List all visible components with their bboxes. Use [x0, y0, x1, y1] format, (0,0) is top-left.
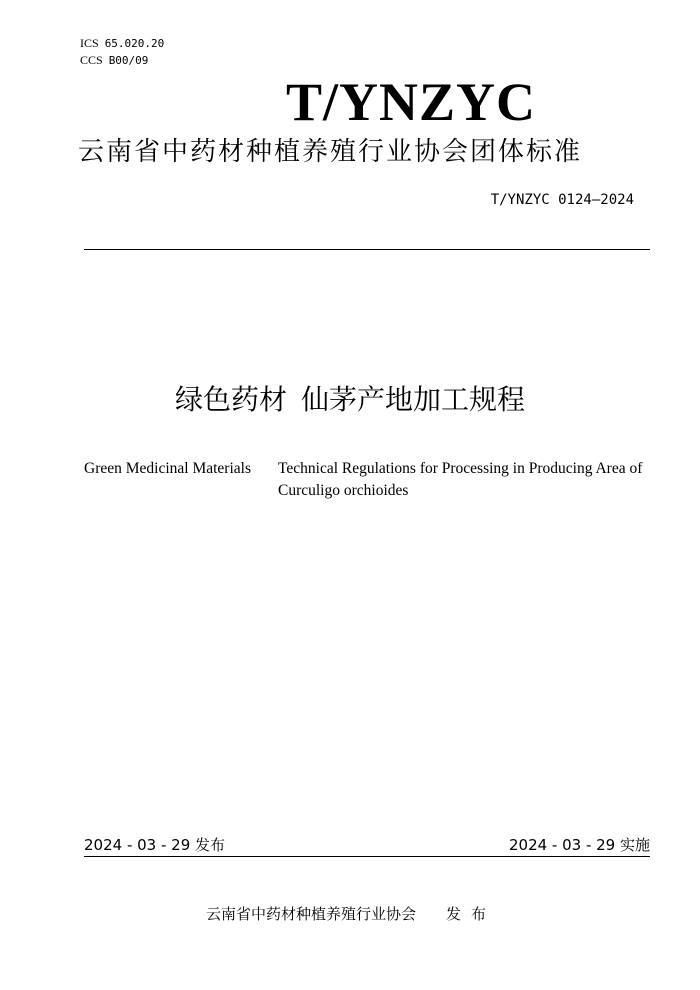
standard-number: T/YNZYC 0124—2024 [490, 192, 634, 208]
publish-verb: 发布 [446, 905, 497, 923]
ccs-line [80, 52, 164, 69]
chinese-title-part1: 绿色药材 [174, 383, 287, 416]
ics-code: 65.020.20 [104, 37, 165, 50]
english-title-part1: Green Medicinal Materials [84, 460, 251, 477]
chinese-title-part2: 仙茅产地加工规程 [301, 383, 526, 416]
english-title-part2: Technical Regulations for Processing in Producing Area of Curculigo orchioides [278, 460, 643, 499]
publisher-name: 云南省中药材种植养殖行业协会 [206, 905, 417, 923]
english-title [84, 458, 654, 502]
header-divider [84, 249, 650, 250]
organization-title: 云南省中药材种植养殖行业协会团体标准 [78, 137, 583, 167]
standard-logo: T/YNZYC [286, 72, 537, 132]
implementation-date: 2024 - 03 - 29 实施 [508, 836, 650, 854]
chinese-title [0, 380, 700, 420]
publisher-line [206, 903, 496, 925]
classification-block [80, 35, 164, 69]
ccs-label: CCS [80, 53, 103, 67]
issue-date: 2024 - 03 - 29 发布 [84, 836, 226, 854]
ics-line [80, 35, 164, 52]
ics-label: ICS [80, 36, 99, 50]
ccs-code: B00/09 [108, 54, 149, 67]
footer-divider [84, 856, 650, 857]
